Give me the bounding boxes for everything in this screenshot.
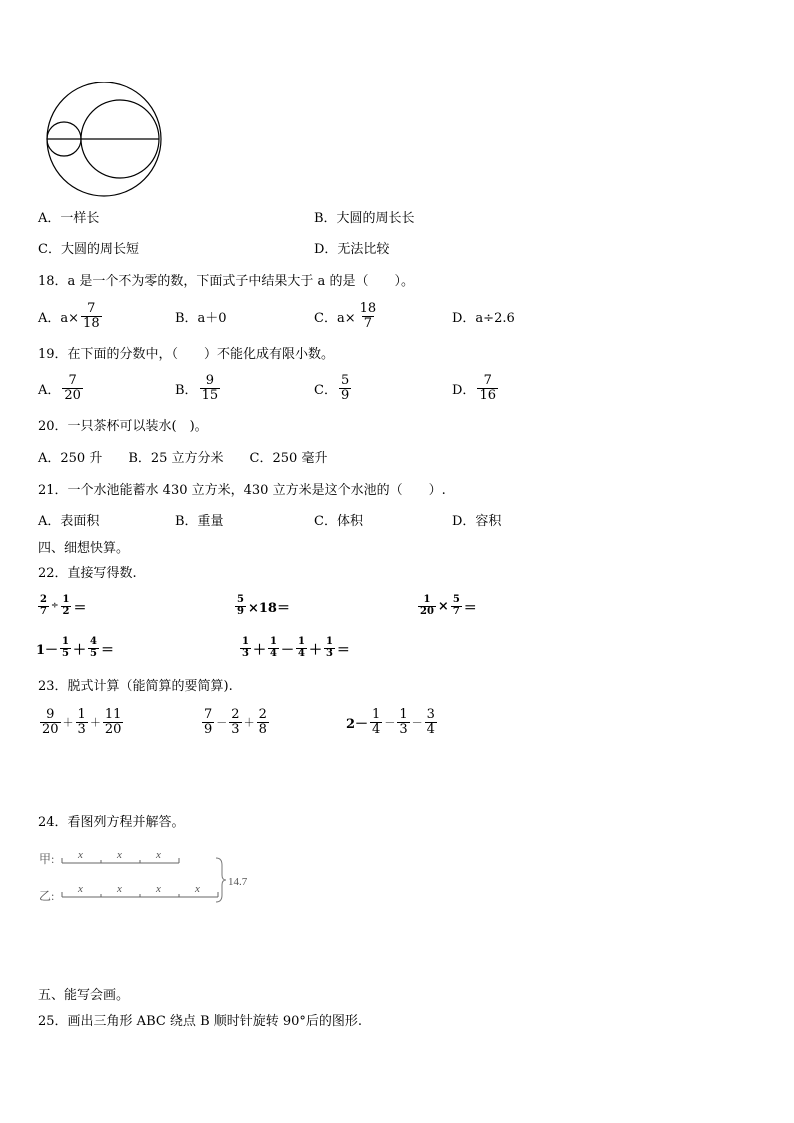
q19-option-b[interactable] bbox=[175, 368, 222, 408]
circles-figure bbox=[40, 82, 170, 202]
q19-a-prefix: A． bbox=[38, 382, 61, 398]
q19-d-prefix: D． bbox=[452, 382, 476, 398]
q20-options[interactable]: A．250 升 B．25 立方分米 C．250 毫升 bbox=[38, 451, 328, 466]
q19-a-fraction: $\frac{7}{20}$ bbox=[64, 372, 81, 403]
q17-option-b[interactable]: B．大圆的周长长 bbox=[314, 211, 415, 226]
yi-x-2: x bbox=[117, 883, 122, 895]
yi-x-3: x bbox=[156, 883, 161, 895]
q20-stem: 20．一只茶杯可以装水( )。 bbox=[38, 419, 208, 434]
jia-x-1: x bbox=[78, 849, 83, 861]
q24-stem: 24．看图列方程并解答。 bbox=[38, 815, 185, 830]
q19-c-prefix: C． bbox=[314, 382, 337, 398]
q19-d-fraction: $\frac{7}{16}$ bbox=[479, 372, 496, 403]
q23-expr-3: 2－ $\frac{1}{4}$ － $\frac{1}{3}$ － $\frac{3}{4}$ bbox=[346, 706, 435, 737]
jia-x-2: x bbox=[117, 849, 122, 861]
jia-label: 甲: bbox=[39, 852, 55, 866]
jia-x-3: x bbox=[156, 849, 161, 861]
q18-stem: 18．a 是一个不为零的数，下面式子中结果大于 a 的是（ ）。 bbox=[38, 274, 414, 289]
yi-x-4: x bbox=[195, 883, 200, 895]
section-5-heading: 五、能写会画。 bbox=[38, 988, 130, 1003]
q23-stem: 23．脱式计算（能简算的要简算). bbox=[38, 679, 233, 694]
total-label: 14.7 bbox=[228, 876, 248, 888]
q17-option-a[interactable]: A．一样长 bbox=[38, 211, 100, 226]
q18-c-prefix: C．a× bbox=[314, 310, 356, 326]
q22-expr-2: $\frac{5}{9}$ ×18＝ bbox=[237, 594, 290, 617]
q22-expr-1: $\frac{2}{7}$ ÷ $\frac{1}{2}$ ＝ bbox=[40, 594, 87, 617]
q19-c-fraction: $\frac{5}{9}$ bbox=[340, 372, 350, 403]
q21-option-a[interactable]: A．表面积 bbox=[38, 514, 100, 529]
q17-option-c[interactable]: C．大圆的周长短 bbox=[38, 242, 139, 257]
q23-expr-1: $\frac{9}{20}$ ＋ $\frac{1}{3}$ ＋ $\frac{11}{20}$ bbox=[42, 706, 122, 737]
q19-b-fraction: $\frac{9}{15}$ bbox=[201, 372, 219, 403]
section-4-heading: 四、细想快算。 bbox=[38, 541, 130, 556]
q19-b-prefix: B． bbox=[175, 382, 198, 398]
q21-option-c[interactable]: C．体积 bbox=[314, 514, 363, 529]
q18-a-fraction: $\frac{7}{18}$ bbox=[83, 300, 100, 331]
q21-stem: 21．一个水池能蓄水 430 立方米，430 立方米是这个水池的（ ）. bbox=[38, 483, 446, 498]
q22-stem: 22．直接写得数. bbox=[38, 566, 137, 581]
q22-expr-5: $\frac{1}{3}$ ＋ $\frac{1}{4}$ － $\frac{1}{4}$ ＋ $\frac{1}{3}$ ＝ bbox=[242, 636, 350, 659]
q19-option-c[interactable] bbox=[314, 368, 353, 408]
q23-expr-2: $\frac{7}{9}$ － $\frac{2}{3}$ ＋ $\frac{2}{8}$ bbox=[204, 706, 267, 737]
q22-expr-4: 1－ $\frac{1}{5}$ ＋ $\frac{4}{5}$ ＝ bbox=[36, 636, 115, 659]
q18-a-prefix: A．a× bbox=[38, 310, 80, 326]
yi-label: 乙: bbox=[39, 889, 55, 903]
q18-option-d[interactable]: D．a÷2.6 bbox=[452, 311, 515, 326]
line-segment-diagram bbox=[36, 845, 266, 907]
q19-option-d[interactable] bbox=[452, 368, 500, 408]
q18-option-c[interactable] bbox=[314, 296, 380, 336]
q21-option-b[interactable]: B．重量 bbox=[175, 514, 224, 529]
q17-option-d[interactable]: D．无法比较 bbox=[314, 242, 390, 257]
q21-option-d[interactable]: D．容积 bbox=[452, 514, 502, 529]
q19-option-a[interactable] bbox=[38, 368, 85, 408]
q18-option-b[interactable]: B．a＋0 bbox=[175, 311, 227, 326]
q19-stem: 19．在下面的分数中，（ ）不能化成有限小数。 bbox=[38, 347, 335, 362]
q18-option-a[interactable] bbox=[38, 296, 104, 336]
q22-expr-3: $\frac{1}{20}$ × $\frac{5}{7}$ ＝ bbox=[420, 594, 477, 617]
q25-stem: 25．画出三角形 ABC 绕点 B 顺时针旋转 90°后的图形. bbox=[38, 1014, 363, 1029]
q18-c-fraction: $\frac{18}{7}$ bbox=[359, 300, 377, 331]
yi-x-1: x bbox=[78, 883, 83, 895]
